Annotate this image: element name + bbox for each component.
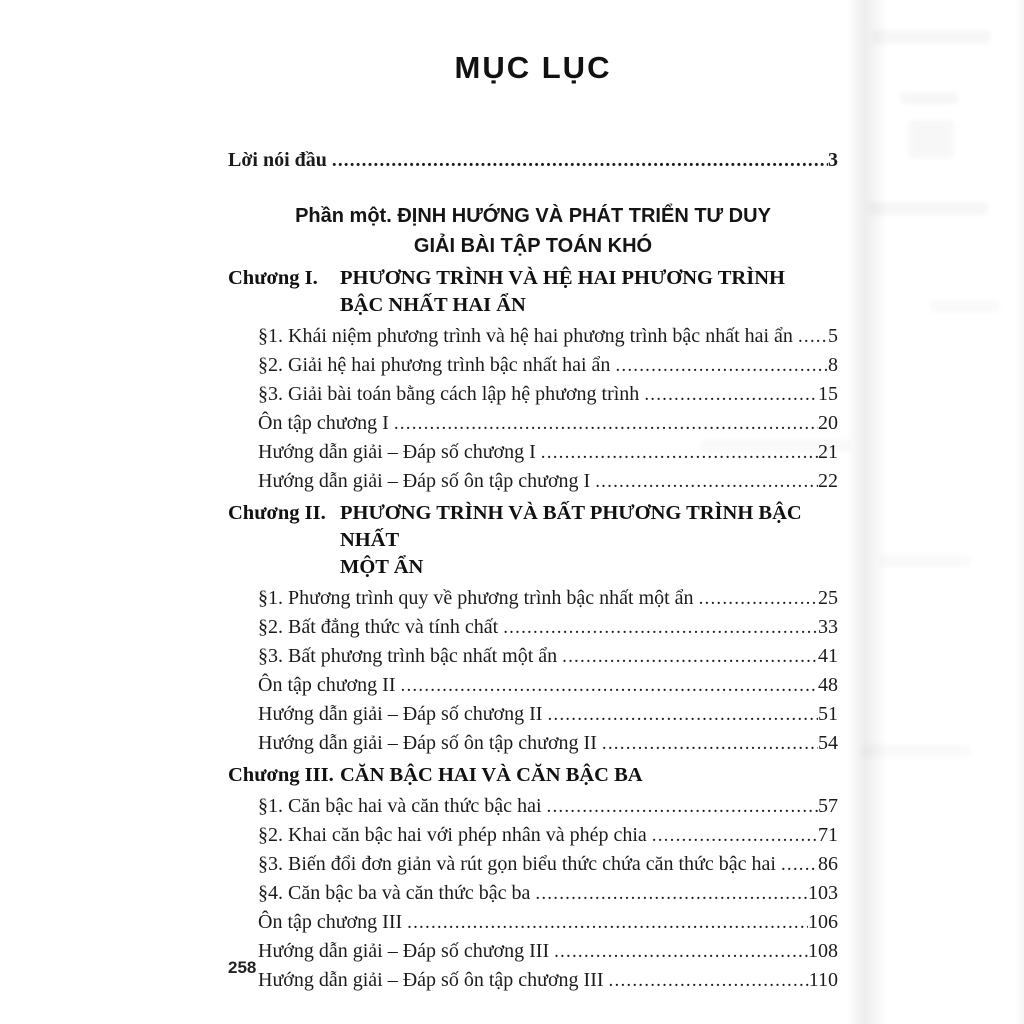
- dot-leader: [530, 879, 808, 908]
- toc-entry-label: §3. Biến đổi đơn giản và rút gọn biểu thức chứa căn thức bậc hai: [258, 853, 776, 875]
- toc-entry: [258, 613, 838, 642]
- toc-entry-label: Ôn tập chương III: [258, 911, 403, 933]
- dot-leader: [389, 409, 818, 438]
- dot-leader: [536, 438, 818, 467]
- toc-entry-label: §1. Khái niệm phương trình và hệ hai phương trình bậc nhất hai ẩn: [258, 325, 793, 347]
- dot-leader: [498, 613, 818, 642]
- toc-entry-page: 103: [808, 882, 838, 904]
- dot-leader: [610, 351, 828, 380]
- dot-leader: [327, 144, 828, 177]
- toc-entry-label: §1. Căn bậc hai và căn thức bậc hai: [258, 795, 542, 817]
- toc-entry-label: Lời nói đầu: [228, 149, 327, 171]
- bleed-through-artifact: [930, 300, 1000, 312]
- chapter-title-line: PHƯƠNG TRÌNH VÀ BẤT PHƯƠNG TRÌNH BẬC NHẤT: [340, 502, 802, 551]
- toc-entry-page: 8: [828, 354, 838, 376]
- toc-entry-label: §2. Bất đẳng thức và tính chất: [258, 616, 499, 638]
- dot-leader: [557, 642, 818, 671]
- toc-entry-page: 3: [828, 149, 838, 171]
- dot-leader: [639, 380, 818, 409]
- dot-leader: [793, 322, 828, 351]
- bleed-through-artifact: [908, 120, 954, 158]
- toc-entry-label: §2. Giải hệ hai phương trình bậc nhất hai ẩn: [258, 354, 611, 376]
- toc-entry-label: Ôn tập chương I: [258, 412, 389, 434]
- toc-entry-page: 110: [808, 969, 838, 991]
- toc-entry: [258, 966, 838, 995]
- dot-leader: [776, 850, 818, 879]
- toc-entry: [258, 671, 838, 700]
- toc-entry: [258, 322, 838, 351]
- chapter-label: Chương II.: [228, 502, 326, 524]
- toc-entry-page: 51: [818, 703, 838, 725]
- toc-entry-page: 86: [818, 853, 838, 875]
- dot-leader: [542, 792, 819, 821]
- toc-entry: [258, 467, 838, 496]
- chapter-title-line: CĂN BẬC HAI VÀ CĂN BẬC BA: [340, 764, 643, 786]
- chapter-entries: [258, 584, 838, 758]
- part-heading-line2: GIẢI BÀI TẬP TOÁN KHÓ: [413, 235, 653, 257]
- dot-leader: [604, 966, 809, 995]
- toc-entry-label: Hướng dẫn giải – Đáp số ôn tập chương II: [258, 732, 597, 754]
- page-edge-shadow-right: [1014, 0, 1024, 1024]
- dot-leader: [597, 729, 818, 758]
- dot-leader: [549, 937, 808, 966]
- page-edge-shadow: [846, 0, 888, 1024]
- toc-entry-page: 54: [818, 732, 838, 754]
- toc-entry-foreword: [228, 144, 838, 177]
- toc-entry-page: 106: [808, 911, 838, 933]
- bleed-through-artifact: [860, 745, 970, 757]
- toc-entry-page: 41: [818, 645, 838, 667]
- dot-leader: [590, 467, 818, 496]
- toc-entry: [258, 792, 838, 821]
- chapter-entries: [258, 322, 838, 496]
- page-number: 258: [228, 958, 257, 977]
- toc-entry-label: Hướng dẫn giải – Đáp số ôn tập chương I: [258, 470, 591, 492]
- toc-entry: [258, 438, 838, 467]
- toc-entry: [258, 380, 838, 409]
- chapter-heading: [228, 762, 838, 789]
- chapter-entries: [258, 792, 838, 995]
- chapter-heading: [228, 500, 838, 581]
- chapter-label: Chương I.: [228, 267, 318, 289]
- toc-entry-page: 20: [818, 412, 838, 434]
- toc-entry: [258, 642, 838, 671]
- toc-entry-label: Hướng dẫn giải – Đáp số chương I: [258, 441, 536, 463]
- chapter-section: [228, 762, 838, 995]
- bleed-through-artifact: [900, 92, 958, 104]
- toc-entry: [258, 879, 838, 908]
- toc-entry: [258, 584, 838, 613]
- toc-entry-page: 22: [818, 470, 838, 492]
- chapter-label: Chương III.: [228, 764, 334, 786]
- toc-entry-page: 33: [818, 616, 838, 638]
- toc-entry: [258, 351, 838, 380]
- toc-entry-label: §4. Căn bậc ba và căn thức bậc ba: [258, 882, 531, 904]
- toc-entry: [258, 821, 838, 850]
- toc-entry-label: Hướng dẫn giải – Đáp số chương II: [258, 703, 543, 725]
- toc-content: [228, 144, 838, 995]
- toc-entry-label: Hướng dẫn giải – Đáp số chương III: [258, 940, 550, 962]
- toc-entry-page: 5: [828, 325, 838, 347]
- chapter-title: [340, 265, 838, 319]
- chapter-title: [340, 500, 838, 581]
- chapter-title-line: MỘT ẨN: [340, 556, 424, 578]
- bleed-through-artifact: [872, 30, 990, 44]
- toc-entry-page: 15: [818, 383, 838, 405]
- toc-entry-page: 25: [818, 587, 838, 609]
- toc-entry-page: 21: [818, 441, 838, 463]
- dot-leader: [694, 584, 818, 613]
- toc-entry: [258, 937, 838, 966]
- toc-entry-label: Hướng dẫn giải – Đáp số ôn tập chương III: [258, 969, 604, 991]
- toc-entry-page: 108: [808, 940, 838, 962]
- chapter-section: [228, 265, 838, 496]
- bleed-through-artifact: [868, 202, 988, 215]
- part-heading: [228, 201, 838, 261]
- dot-leader: [396, 671, 819, 700]
- chapter-title: [340, 762, 838, 789]
- toc-entry-page: 48: [818, 674, 838, 696]
- dot-leader: [542, 700, 818, 729]
- dot-leader: [402, 908, 808, 937]
- toc-entry-label: §1. Phương trình quy về phương trình bậc nhất một ẩn: [258, 587, 694, 609]
- toc-entry: [258, 409, 838, 438]
- bleed-through-artifact: [880, 555, 970, 567]
- chapter-heading: [228, 265, 838, 319]
- dot-leader: [647, 821, 818, 850]
- toc-entry-label: §3. Giải bài toán bằng cách lập hệ phương trình: [258, 383, 640, 405]
- part-heading-line1: Phần một. ĐỊNH HƯỚNG VÀ PHÁT TRIỂN TƯ DUY: [295, 205, 771, 227]
- toc-entry: [258, 908, 838, 937]
- page-title: MỤC LỤC: [454, 50, 612, 85]
- chapter-section: [228, 500, 838, 758]
- chapter-title-line: BẬC NHẤT HAI ẨN: [340, 294, 526, 316]
- toc-entry-label: §2. Khai căn bậc hai với phép nhân và phép chia: [258, 824, 647, 846]
- toc-entry-page: 57: [818, 795, 838, 817]
- chapters: [228, 265, 838, 995]
- toc-entry-label: Ôn tập chương II: [258, 674, 396, 696]
- toc-entry: [258, 700, 838, 729]
- toc-entry-page: 71: [818, 824, 838, 846]
- toc-entry-label: §3. Bất phương trình bậc nhất một ẩn: [258, 645, 558, 667]
- toc-entry: [258, 850, 838, 879]
- toc-entry: [258, 729, 838, 758]
- chapter-title-line: PHƯƠNG TRÌNH VÀ HỆ HAI PHƯƠNG TRÌNH: [340, 267, 785, 289]
